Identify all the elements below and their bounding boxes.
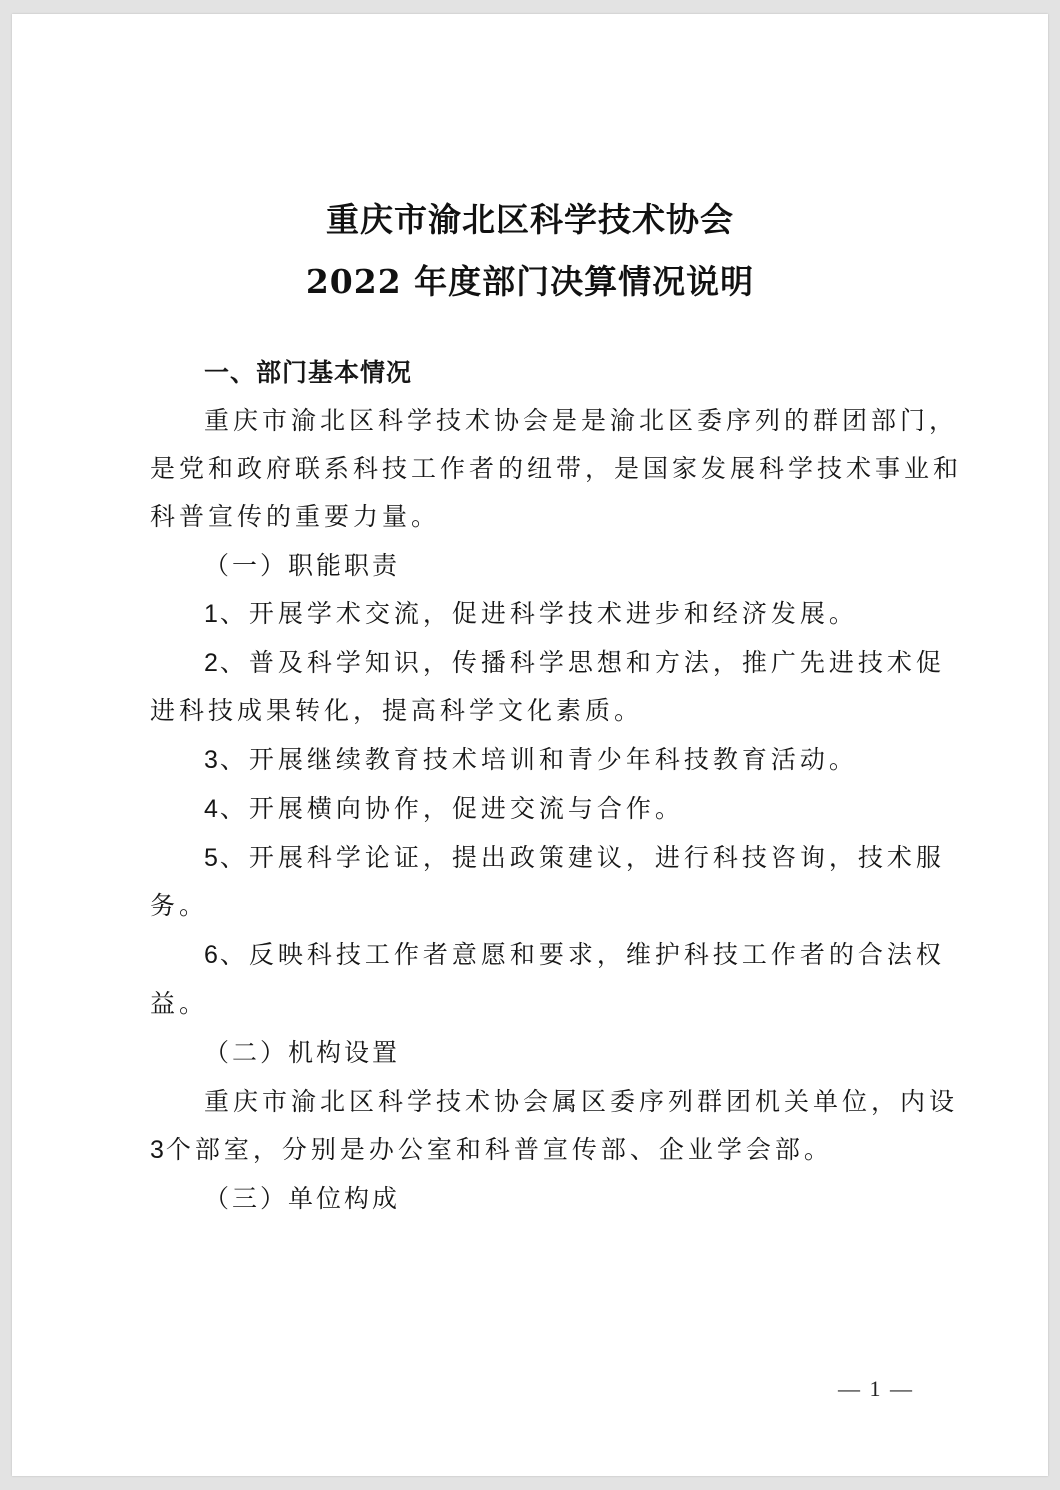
- intro-paragraph-line-3: 科普宣传的重要力量。: [150, 502, 441, 531]
- duty-text: 、普及科学知识，传播科学思想和方法，推广先进技术促: [219, 648, 945, 677]
- document-title-line-1: 重庆市渝北区科学技术协会: [326, 200, 734, 239]
- page-number: — 1 —: [838, 1376, 914, 1401]
- document-page: [12, 14, 1048, 1476]
- department-count: 3: [150, 1136, 164, 1164]
- subsection-heading-organization: （二）机构设置: [204, 1038, 401, 1067]
- duty-text: 、开展横向协作，促进交流与合作。: [219, 794, 684, 823]
- duty-number: 2: [204, 649, 218, 677]
- subsection-heading-duties: （一）职能职责: [204, 551, 401, 580]
- document-title-line-2: 2022 年度部门决算情况说明: [305, 262, 755, 301]
- duty-item-6-continuation: 益。: [150, 989, 209, 1018]
- duty-number: 5: [204, 844, 218, 872]
- duty-text: 、开展继续教育技术培训和青少年科技教育活动。: [219, 745, 858, 774]
- org-paragraph-line-2: [150, 1126, 926, 1174]
- duty-item-3: [204, 736, 980, 784]
- duty-item-5: [204, 834, 980, 882]
- duty-item-2-continuation: 进科技成果转化，提高科学文化素质。: [150, 696, 644, 725]
- duty-text: 、开展学术交流，促进科学技术进步和经济发展。: [219, 599, 858, 628]
- duty-number: 3: [204, 746, 218, 774]
- duty-item-4: [204, 785, 980, 833]
- org-paragraph-text: 个部室，分别是办公室和科普宣传部、企业学会部。: [165, 1135, 833, 1164]
- duty-item-2: [204, 639, 980, 687]
- duty-item-1: [204, 590, 980, 638]
- duty-text: 、反映科技工作者意愿和要求，维护科技工作者的合法权: [219, 940, 945, 969]
- org-paragraph-line-1: 重庆市渝北区科学技术协会属区委序列群团机关单位，内设: [204, 1087, 959, 1116]
- duty-item-6: [204, 931, 980, 979]
- duty-number: 6: [204, 941, 218, 969]
- duty-item-5-continuation: 务。: [150, 891, 209, 920]
- section-heading-basic-info: 一、部门基本情况: [204, 358, 413, 387]
- duty-text: 、开展科学论证，提出政策建议，进行科技咨询，技术服: [219, 843, 945, 872]
- duty-number: 4: [204, 795, 218, 823]
- duty-number: 1: [204, 600, 218, 628]
- intro-paragraph-line-2: 是党和政府联系科技工作者的纽带，是国家发展科学技术事业和: [150, 454, 963, 483]
- subsection-heading-unit-composition: （三）单位构成: [204, 1184, 401, 1213]
- intro-paragraph-line-1: 重庆市渝北区科学技术协会是是渝北区委序列的群团部门，: [204, 406, 959, 435]
